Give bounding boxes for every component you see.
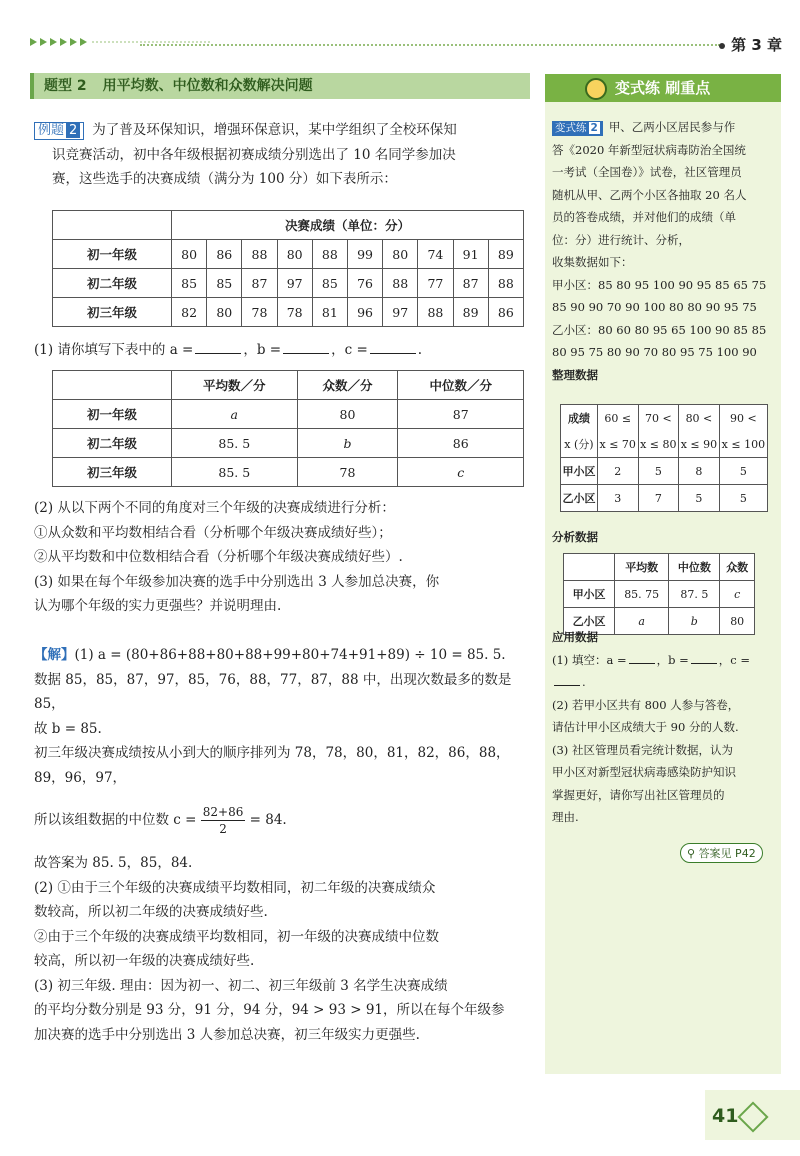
mascot-icon [585, 78, 607, 100]
logo-icon [738, 1101, 769, 1132]
table-row: 初三年级 82 80 78 78 81 96 97 88 89 86 [53, 298, 524, 327]
table-row: 甲小区 85. 75 87. 5 c [564, 581, 755, 608]
table-row: 乙小区 a b 80 [564, 608, 755, 635]
side-intro: 变式练 2 甲、乙两小区居民参与作 答《2020 年新型冠状病毒防治全国统 一考试（全国卷）》试卷，社区管理员 随机从甲、乙两个小区各抽取 20 名人 员的答卷成绩，并对他们的成绩（单 位：分）进行统计、分析， 收集数据如下： 甲小区：85 80 95 100 90 95 85 65 75 85 90 90 70 90 100 80 80 90 95 75 乙小区：80 60 80 95 65 100 90 85 85 80 95 75 80 90 70 80 95 75 100 90 整理数据 [552, 120, 767, 382]
example-tag: 例题 2 [34, 122, 84, 140]
scores-table: 决赛成绩（单位：分） 初一年级 80 86 88 80 88 99 80 74 91 89 初二年级 85 85 87 97 85 76 88 77 87 88 初三年级 82 80 78 78 81 96 97 88 89 86 [52, 210, 524, 327]
side-panel-header: 变式练 刷重点 [545, 74, 781, 102]
answer-link[interactable]: ⚲ 答案见 P42 [680, 843, 763, 863]
side-tag: 变式练 2 [552, 121, 603, 136]
question-1: (1) 请你填写下表中的 a = ，b = ，c = . [34, 342, 423, 358]
table-row: 乙小区 3 7 5 5 [561, 485, 768, 512]
table-row: 初二年级 85 85 87 97 85 76 88 77 87 88 [53, 269, 524, 298]
chapter-label: 第 3 章 [719, 34, 782, 55]
analyze-title: 分析数据 [552, 530, 598, 544]
table-row: 初三年级 85. 5 78 c [53, 458, 524, 487]
table-row: 初一年级 a 80 87 [53, 400, 524, 429]
example-intro: 例题 2 为了普及环保知识，增强环保意识，某中学组织了全校环保知 识竞赛活动，初中各年级根据初赛成绩分别选出了 10 名同学参加决 赛，这些选手的决赛成绩（满分为 100 分）如下表所示： [34, 118, 534, 192]
apply-section: 应用数据 (1) 填空：a = ，b = ，c =. (2) 若甲小区共有 800 人参与答卷， 请估计甲小区成绩大于 90 分的人数. (3) 社区管理员看完统计数据，认为 甲小区对新型冠状病毒感染防护知识 掌握更好，请你写出社区管理员的 理由. [552, 630, 750, 824]
questions-2-3: (2) 从以下两个不同的角度对三个年级的决赛成绩进行分析： ①从众数和平均数相结合看（分析哪个年级决赛成绩好些）； ②从平均数和中位数相结合看（分析哪个年级决赛成绩好些）. (3) 如果在每个年级参加决赛的选手中分别选出 3 人参加总决赛，你 认为哪个年级的实力更强些？并说明理由. [34, 500, 440, 614]
analysis-table: 平均数 中位数 众数 甲小区 85. 75 87. 5 c 乙小区 a b 80 [563, 553, 755, 635]
section-banner [30, 73, 530, 99]
median-fraction: $\frac{82+86}{2}$ [202, 805, 244, 836]
solution: 【解】(1) a = (80+86+88+80+88+99+80+74+91+89) ÷ 10 = 85. 5. 数据 85，85，87，97，85，76，88，77，87，88 中，出现次数最多的数是 85， 故 b = 85. 初三年级决赛成绩按从小到大的顺序排列为 78，78，80，81，82，86，88， 89，96，97， 所以该组数据的中位数 c = $\frac{82+86}{2} = 84$. 故答案为 85. 5，85，84. (2) ①由于三个年级的决赛成绩平均数相同，初二年级的决赛成绩众 数较高，所以初二年级的决赛成绩好些. ②由于三个年级的决赛成绩平均数相同，初一年级的决赛成绩中位数 较高，所以初一年级的决赛成绩好些. (3) 初三年级. 理由：因为初一、初二、初三年级前 3 名学生决赛成绩 的平均分数分别是 93 分，91 分，94 分，94 > 93 > 91，所以在每个年级参 加决赛的选手中分别选出 3 人参加总决赛，初三年级实力更强些. [34, 647, 512, 1043]
banner-type: 题型 2 [44, 78, 87, 94]
stats-table: 平均数／分 众数／分 中位数／分 初一年级 a 80 87 初二年级 85. 5 b 86 初三年级 85. 5 78 c [52, 370, 524, 487]
table-row: 初二年级 85. 5 b 86 [53, 429, 524, 458]
pin-icon: ⚲ [687, 847, 696, 860]
table-row: 甲小区 2 5 8 5 [561, 458, 768, 485]
banner-title: 用平均数、中位数和众数解决问题 [102, 78, 313, 94]
frequency-table: 成绩 60 ≤ 70 < 80 < 90 < x (分) x ≤ 70 x ≤ 80 x ≤ 90 x ≤ 100 甲小区 2 5 8 5 乙小区 3 7 5 5 [560, 404, 768, 512]
header-rule [140, 44, 720, 46]
page-number: 41 [712, 1098, 792, 1134]
table-row: 初一年级 80 86 88 80 88 99 80 74 91 89 [53, 240, 524, 269]
